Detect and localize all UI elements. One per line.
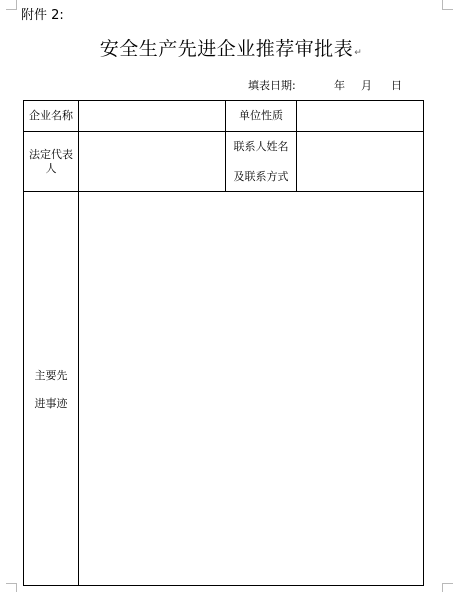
form-title-text: 安全生产先进企业推荐审批表 <box>99 38 354 60</box>
fill-date-label: 填表日期: <box>248 79 296 92</box>
unit-nature-field[interactable] <box>297 101 423 131</box>
company-name-field[interactable] <box>79 101 225 131</box>
contact-label-line1: 联系人姓名 <box>233 140 289 153</box>
contact-label-line2: 及联系方式 <box>233 170 289 183</box>
fill-date-line <box>0 78 462 94</box>
legal-representative-label-line1: 法定代表 <box>29 148 73 161</box>
main-deeds-label-line1: 主要先 <box>34 369 68 382</box>
main-deeds-label-line2: 进事迹 <box>34 397 68 410</box>
fill-date-day: 日 <box>391 79 402 92</box>
main-deeds-field[interactable] <box>79 192 423 585</box>
contact-field[interactable] <box>297 132 423 191</box>
approval-form-table <box>23 100 424 586</box>
legal-representative-field[interactable] <box>79 132 225 191</box>
legal-representative-label-line2: 人 <box>45 162 57 175</box>
fill-date-month: 月 <box>361 79 372 92</box>
crop-mark-bottom-left <box>6 583 17 592</box>
attachment-label: 附件 2: <box>21 8 64 23</box>
paragraph-mark-icon: ↵ <box>354 48 363 58</box>
crop-mark-top-left <box>6 0 17 10</box>
fill-date-year: 年 <box>334 79 345 92</box>
crop-mark-top-right <box>442 0 453 10</box>
company-name-label: 企业名称 <box>29 109 73 122</box>
unit-nature-label: 单位性质 <box>239 109 283 122</box>
crop-mark-bottom-right <box>442 583 453 592</box>
form-title <box>0 36 462 66</box>
